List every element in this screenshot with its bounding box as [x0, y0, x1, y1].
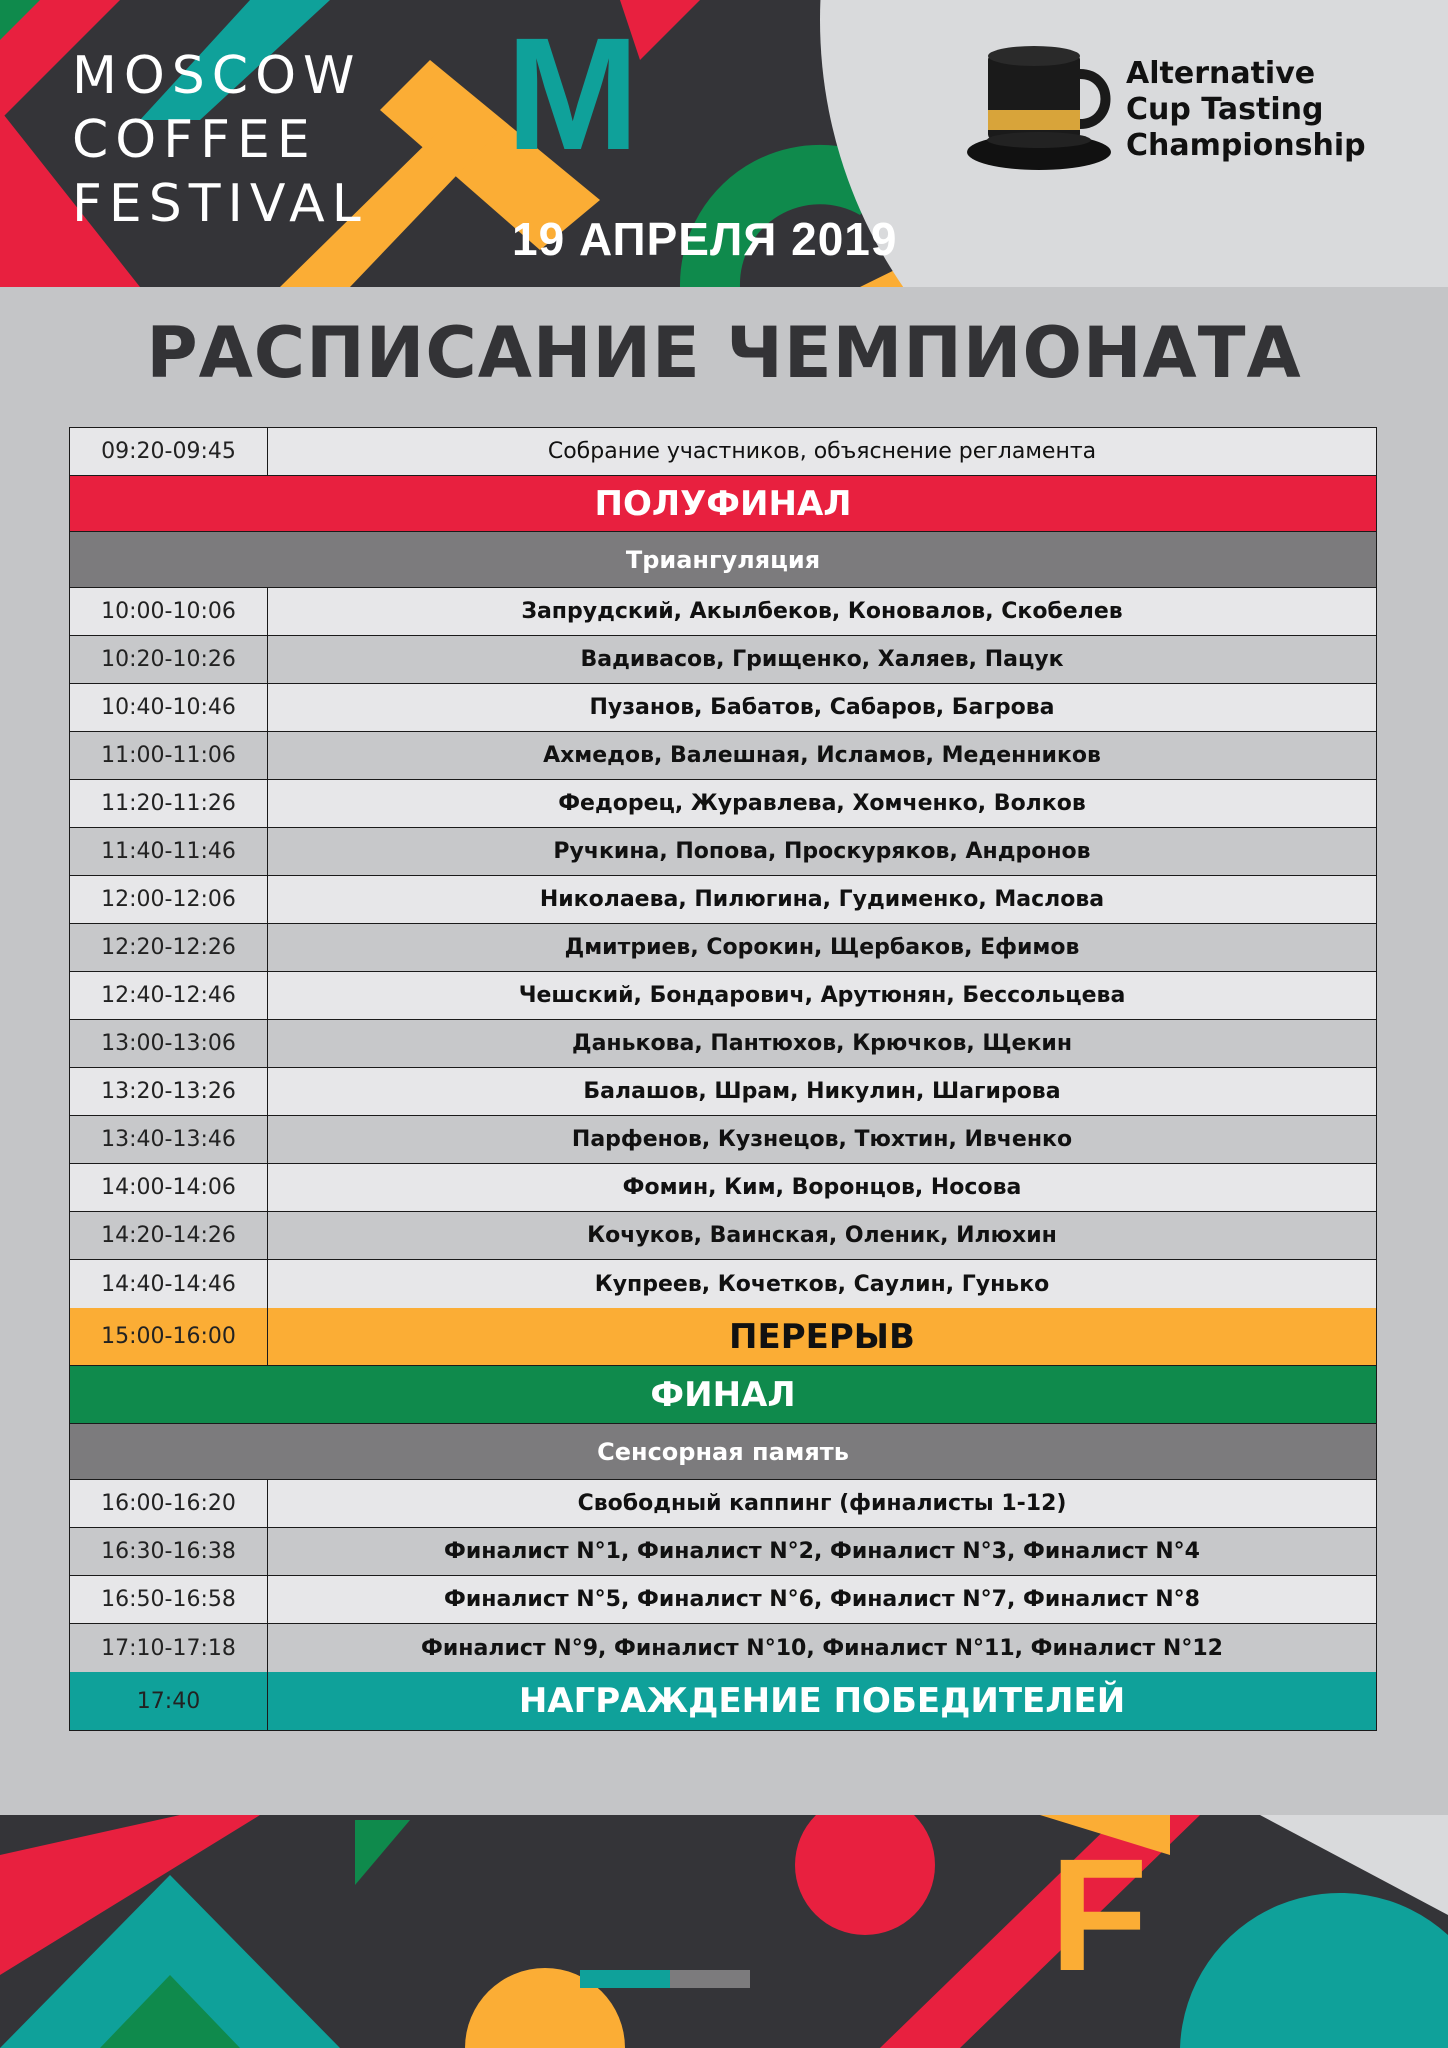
schedule-row [70, 924, 1376, 972]
footer-banner [0, 1815, 1448, 2048]
time-cell: 10:00-10:06 [70, 588, 268, 635]
participants-cell: Пузанов, Бабатов, Сабаров, Багрова [589, 695, 1055, 720]
logo-line-3: FESTIVAL [72, 174, 368, 234]
participants-cell: Финалист N°1, Финалист N°2, Финалист N°3, Финалист N°4 [444, 1539, 1200, 1564]
schedule-row [70, 780, 1376, 828]
time-cell: 11:00-11:06 [70, 732, 268, 779]
championship-title-line-1: Alternative [1126, 56, 1316, 91]
time-cell: 12:20-12:26 [70, 924, 268, 971]
time-cell: 13:20-13:26 [70, 1068, 268, 1115]
schedule-row [70, 684, 1376, 732]
participants-cell: Финалист N°9, Финалист N°10, Финалист N°11, Финалист N°12 [421, 1635, 1223, 1661]
schedule-row [70, 1480, 1376, 1528]
description-cell: Собрание участников, объяснение регламента [547, 439, 1097, 464]
time-cell: 16:30-16:38 [70, 1528, 268, 1575]
time-cell: 13:00-13:06 [70, 1020, 268, 1067]
championship-title [1126, 56, 1366, 164]
schedule-row [70, 972, 1376, 1020]
schedule-row [70, 732, 1376, 780]
schedule-table [69, 427, 1377, 1731]
time-cell: 14:20-14:26 [70, 1212, 268, 1259]
break-row [70, 1308, 1376, 1366]
participants-cell: Николаева, Пилюгина, Гудименко, Маслова [539, 887, 1105, 912]
time-cell: 16:50-16:58 [70, 1576, 268, 1623]
participants-cell: Ахмедов, Валешная, Исламов, Меденников [543, 743, 1101, 768]
top-hat-cup-icon [964, 44, 1114, 174]
festival-logo [72, 44, 368, 236]
championship-title-line-3: Championship [1126, 128, 1366, 163]
schedule-row [70, 876, 1376, 924]
event-date: 19 АПРЕЛЯ 2019 [512, 213, 898, 265]
letter-mark-m: M [506, 4, 640, 183]
schedule-row [70, 1260, 1376, 1308]
time-cell: 17:10-17:18 [70, 1624, 268, 1672]
participants-cell: Ручкина, Попова, Проскуряков, Андронов [553, 839, 1091, 864]
break-label: ПЕРЕРЫВ [729, 1316, 915, 1357]
time-cell: 11:20-11:26 [70, 780, 268, 827]
semifinal-discipline: Триангуляция [70, 532, 1376, 588]
final-rows [70, 1480, 1376, 1672]
schedule-row [70, 1068, 1376, 1116]
time-cell: 14:00-14:06 [70, 1164, 268, 1211]
time-cell: 16:00-16:20 [70, 1480, 268, 1527]
time-cell: 17:40 [70, 1672, 268, 1730]
participants-cell: Парфенов, Кузнецов, Тюхтин, Ивченко [571, 1127, 1073, 1152]
time-cell: 10:20-10:26 [70, 636, 268, 683]
time-cell: 12:00-12:06 [70, 876, 268, 923]
participants-cell: Дмитриев, Сорокин, Щербаков, Ефимов [564, 935, 1080, 960]
participants-cell: Чешский, Бондарович, Арутюнян, Бессольцева [518, 983, 1126, 1008]
time-cell: 12:40-12:46 [70, 972, 268, 1019]
time-cell: 15:00-16:00 [70, 1308, 268, 1365]
time-cell: 09:20-09:45 [70, 428, 268, 475]
page-title: РАСПИСАНИЕ ЧЕМПИОНАТА [146, 312, 1302, 394]
participants-cell: Балашов, Шрам, Никулин, Шагирова [583, 1079, 1061, 1104]
schedule-row [70, 1164, 1376, 1212]
participants-cell: Федорец, Журавлева, Хомченко, Волков [558, 791, 1086, 816]
participants-cell: Финалист N°5, Финалист N°6, Финалист N°7, Финалист N°8 [444, 1587, 1200, 1612]
letter-mark-f: F [1050, 1825, 1148, 2004]
header-banner [0, 0, 1448, 287]
schedule-row [70, 1020, 1376, 1068]
logo-line-1: MOSCOW [72, 46, 362, 106]
participants-cell: Фомин, Ким, Воронцов, Носова [622, 1175, 1022, 1200]
semifinal-rows [70, 588, 1376, 1308]
schedule-row [70, 636, 1376, 684]
geometric-decoration [0, 1815, 1448, 2048]
schedule-row [70, 1528, 1376, 1576]
participants-cell: Купреев, Кочетков, Саулин, Гунько [594, 1271, 1050, 1297]
award-row [70, 1672, 1376, 1730]
schedule-row [70, 1116, 1376, 1164]
time-cell: 13:40-13:46 [70, 1116, 268, 1163]
participants-cell: Кочуков, Ваинская, Оленик, Илюхин [587, 1223, 1057, 1248]
logo-line-2: COFFEE [72, 110, 317, 170]
final-header: ФИНАЛ [70, 1366, 1376, 1424]
participants-cell: Запрудский, Акылбеков, Коновалов, Скобелев [521, 599, 1123, 624]
time-cell: 11:40-11:46 [70, 828, 268, 875]
time-cell: 10:40-10:46 [70, 684, 268, 731]
schedule-row [70, 1212, 1376, 1260]
schedule-row [70, 1624, 1376, 1672]
participants-cell: Свободный каппинг (финалисты 1-12) [577, 1491, 1067, 1516]
semifinal-header: ПОЛУФИНАЛ [70, 476, 1376, 532]
intro-row [70, 428, 1376, 476]
schedule-row [70, 1576, 1376, 1624]
championship-title-line-2: Cup Tasting [1126, 92, 1324, 127]
schedule-row [70, 588, 1376, 636]
final-discipline: Сенсорная память [70, 1424, 1376, 1480]
time-cell: 14:40-14:46 [70, 1260, 268, 1308]
award-label: НАГРАЖДЕНИЕ ПОБЕДИТЕЛЕЙ [518, 1681, 1126, 1721]
schedule-row [70, 828, 1376, 876]
participants-cell: Вадивасов, Грищенко, Халяев, Пацук [580, 647, 1064, 672]
participants-cell: Данькова, Пантюхов, Крючков, Щекин [571, 1031, 1073, 1056]
